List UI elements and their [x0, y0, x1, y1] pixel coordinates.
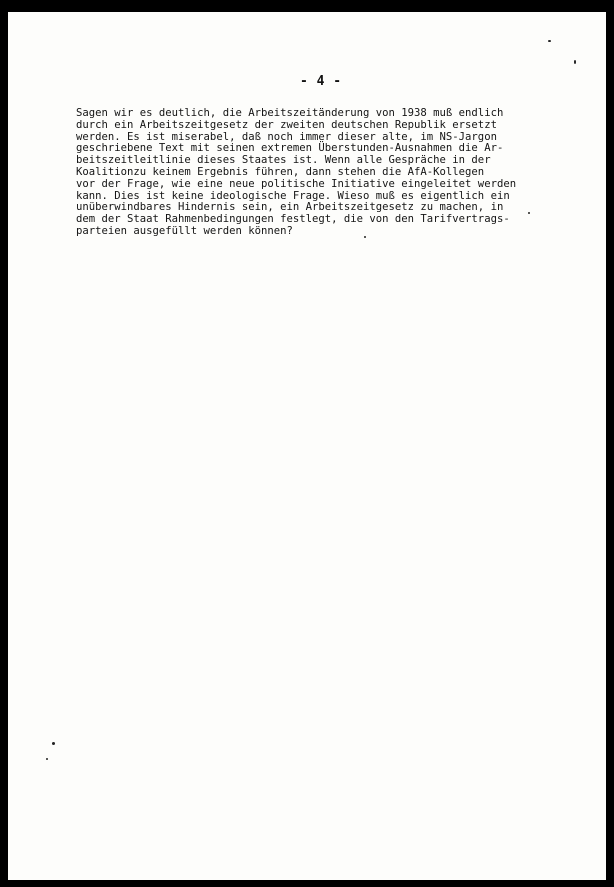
scan-speck — [46, 758, 48, 760]
text-line: Sagen wir es deutlich, die Arbeitszeitänderung von 1938 muß endlich — [76, 107, 504, 119]
text-line: beitszeitleitlinie dieses Staates ist. Wenn alle Gespräche in der — [76, 154, 491, 167]
scan-speck — [574, 60, 576, 64]
document-page — [8, 12, 606, 880]
text-line: werden. Es ist miserabel, daß noch immer dieser alte, im NS-Jargon — [76, 130, 497, 143]
scan-speck — [528, 212, 530, 214]
text-line: Koalitionzu keinem Ergebnis führen, dann stehen die AfA-Kollegen — [76, 165, 485, 178]
scan-speck — [548, 40, 551, 42]
text-line: dem der Staat Rahmenbedingungen festlegt, die von den Tarifvertrags- — [76, 213, 510, 226]
text-line: vor der Frage, wie eine neue politische Initiative eingeleitet werden — [76, 177, 517, 190]
text-line: parteien ausgefüllt werden können? — [76, 224, 293, 237]
page-number: - 4 - — [300, 74, 342, 89]
body-paragraph — [76, 108, 576, 238]
scan-speck — [364, 236, 366, 238]
text-line: geschriebene Text mit seinen extremen Überstunden-Ausnahmen die Ar- — [76, 142, 504, 155]
text-line: durch ein Arbeitszeitgesetz der zweiten deutschen Republik ersetzt — [76, 118, 497, 131]
text-line: unüberwindbares Hindernis sein, ein Arbeitszeitgesetz zu machen, in — [76, 201, 504, 214]
scan-speck — [52, 742, 55, 745]
text-line: kann. Dies ist keine ideologische Frage. Wieso muß es eigentlich ein — [76, 189, 510, 202]
